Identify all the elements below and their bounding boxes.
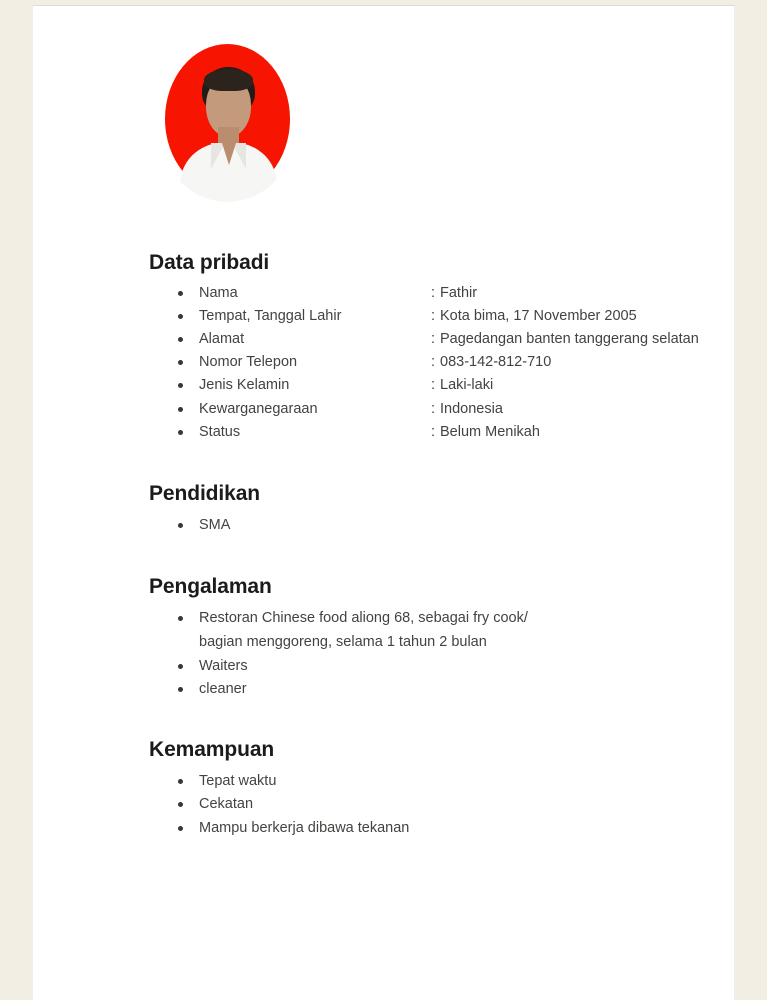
list-item: Waiters	[178, 655, 543, 679]
section-title-experience: Pengalaman	[149, 575, 272, 599]
list-item: Tepat waktu	[178, 770, 418, 793]
personal-data-row	[178, 282, 729, 305]
section-skills	[149, 738, 729, 840]
personal-data-list	[149, 282, 729, 444]
list-item: Restoran Chinese food aliong 68, sebagai fry cook/ bagian menggoreng, selama 1 tahun 2 bulan	[178, 607, 543, 654]
row-value: Laki-laki	[440, 377, 494, 394]
section-title-education: Pendidikan	[149, 481, 261, 505]
list-item: Cekatan	[178, 793, 418, 816]
list-item: SMA	[178, 514, 729, 537]
photo-circle-frame	[156, 39, 299, 202]
section-title-skills: Kemampuan	[149, 737, 275, 761]
personal-data-row	[178, 305, 729, 328]
row-label: Kewarganegaraan	[199, 400, 318, 417]
section-education	[149, 482, 729, 538]
section-personal-data	[149, 251, 729, 444]
personal-data-row	[178, 328, 729, 351]
row-separator: :	[431, 400, 436, 417]
row-label: Alamat	[199, 331, 245, 348]
row-value: 083-142-812-710	[440, 354, 552, 371]
row-separator: :	[431, 285, 436, 302]
row-separator: :	[431, 354, 436, 371]
list-item: cleaner	[178, 678, 543, 702]
photo-collar-opening	[222, 143, 236, 165]
row-separator: :	[431, 308, 436, 325]
skills-list	[149, 770, 729, 840]
row-label: Tempat, Tanggal Lahir	[199, 308, 342, 325]
row-separator: :	[431, 377, 436, 394]
personal-data-row	[178, 374, 729, 397]
cv-content	[149, 251, 729, 840]
personal-data-row	[178, 398, 729, 421]
row-value: Kota bima, 17 November 2005	[440, 308, 637, 325]
row-separator: :	[431, 331, 436, 348]
applicant-photo	[156, 39, 299, 202]
row-value: Pagedangan banten tanggerang selatan	[440, 331, 699, 348]
personal-data-row	[178, 351, 729, 374]
row-label: Nomor Telepon	[199, 354, 298, 371]
row-value: Indonesia	[440, 400, 503, 417]
experience-list	[149, 607, 729, 701]
row-value: Fathir	[440, 285, 478, 302]
row-label: Nama	[199, 285, 238, 302]
list-item: Mampu berkerja dibawa tekanan	[178, 817, 418, 840]
section-title-personal-data: Data pribadi	[149, 251, 270, 274]
photo-fringe	[204, 69, 253, 91]
cv-page	[32, 5, 735, 1000]
row-label: Status	[199, 423, 241, 440]
row-separator: :	[431, 423, 436, 440]
personal-data-row	[178, 421, 729, 444]
section-experience	[149, 575, 729, 701]
row-label: Jenis Kelamin	[199, 377, 290, 394]
row-value: Belum Menikah	[440, 423, 540, 440]
education-list	[149, 514, 729, 537]
